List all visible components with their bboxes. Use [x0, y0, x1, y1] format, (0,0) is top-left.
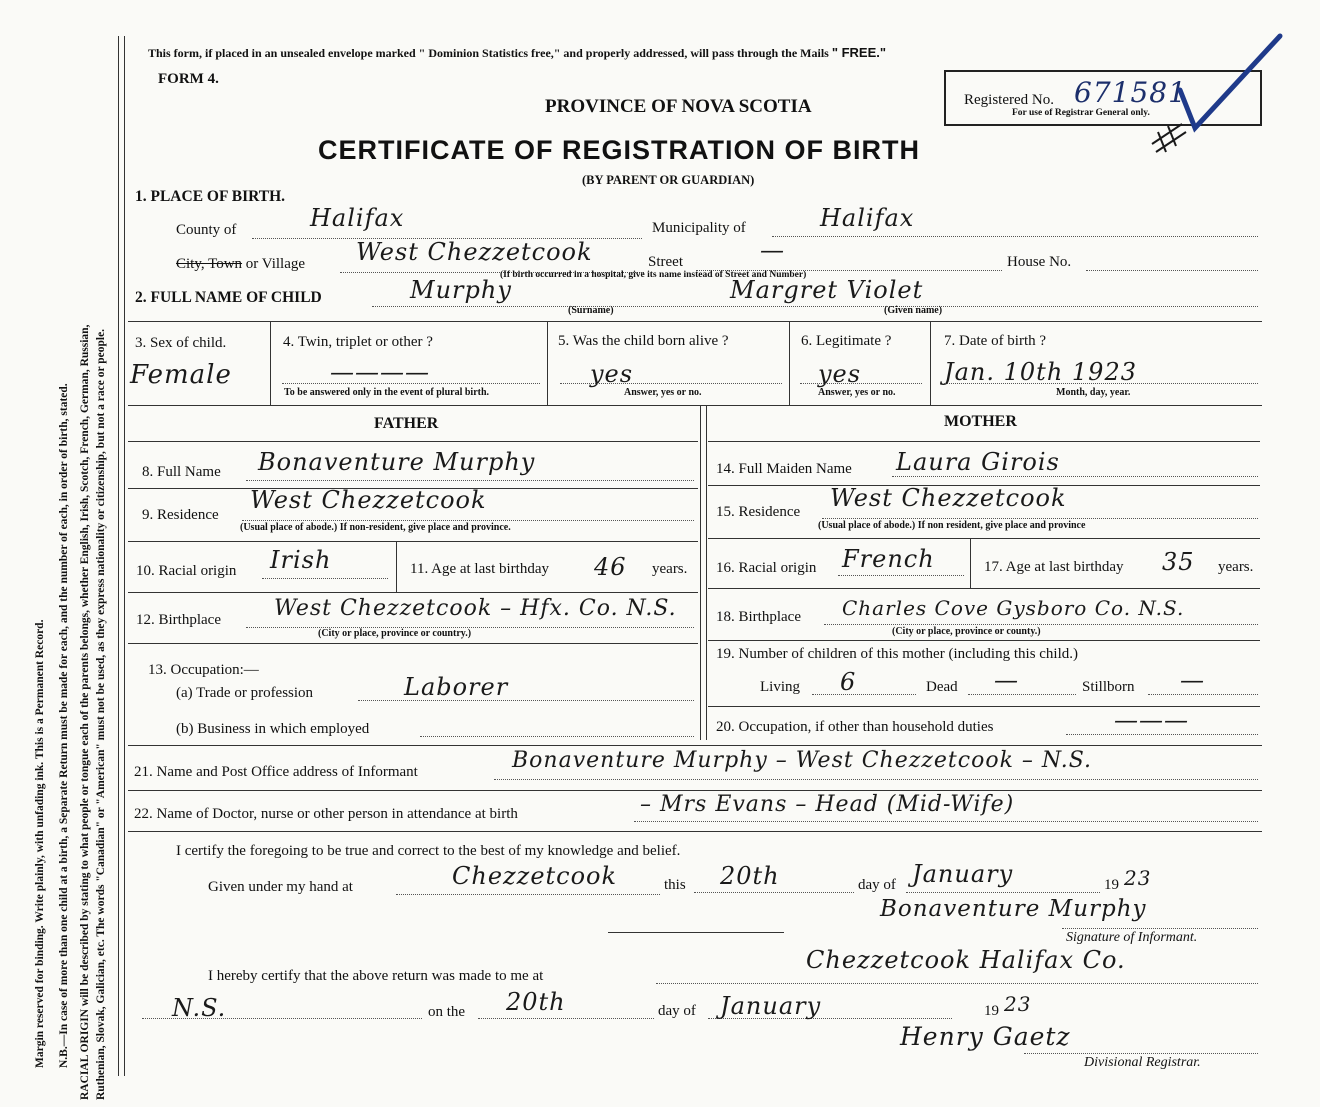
mother-age-unit: years. [1218, 559, 1254, 575]
father-birthplace-value: West Chezzetcook – Hfx. Co. N.S. [274, 596, 677, 621]
child-given-name: Margret Violet [730, 276, 924, 304]
county-label: County of [176, 222, 237, 238]
registered-number: 671581 [1074, 76, 1187, 109]
living-label: Living [760, 679, 800, 695]
alive-caption: Answer, yes or no. [624, 387, 702, 398]
day-of-label: day of [858, 877, 896, 893]
legitimate-value: yes [818, 360, 862, 388]
father-residence-line [242, 520, 694, 521]
street-value: — [760, 236, 785, 264]
multiple-birth-note: N.B.—In case of more than one child at a birth, a Separate Return must be made for each, and the number of each, in order of birth, stated. [58, 383, 70, 1068]
this-value: 20th [720, 862, 780, 890]
this-line [694, 892, 854, 893]
mother-name-value: Laura Girois [896, 448, 1060, 476]
alive-value: yes [590, 360, 634, 388]
father-name-line [246, 480, 694, 481]
this-label: this [664, 877, 686, 893]
rule-row22-bottom [128, 831, 1262, 832]
month-value: January [912, 860, 1014, 888]
mother-age-value: 35 [1162, 548, 1195, 576]
mother-age-label: 17. Age at last birthday [984, 559, 1124, 575]
legitimate-line [800, 383, 922, 384]
village-label-text: or Village [245, 256, 306, 272]
legitimate-caption: Answer, yes or no. [818, 387, 896, 398]
father-name-value: Bonaventure Murphy [258, 448, 536, 476]
registrar-caption: Divisional Registrar. [1084, 1055, 1201, 1070]
mother-rule-3 [708, 538, 1260, 539]
given-caption: (Given name) [884, 305, 943, 316]
village-value: West Chezzetcook [356, 238, 593, 266]
year-prefix: 19 [1104, 877, 1119, 893]
mother-name-line [892, 476, 1258, 477]
twin-value: ———— [330, 358, 430, 386]
mother-race-value: French [842, 545, 935, 573]
row3-divider-3 [789, 321, 790, 405]
registrar-place-value: Chezzetcook Halifax Co. [806, 946, 1126, 974]
father-birthplace-caption: (City or place, province or country.) [318, 628, 472, 639]
mother-name-label: 14. Full Maiden Name [716, 461, 852, 477]
mother-race-line [838, 575, 964, 576]
alive-label: 5. Was the child born alive ? [558, 333, 729, 349]
stillborn-line [1148, 694, 1258, 695]
mother-birthplace-line [824, 624, 1258, 625]
mother-race-label: 16. Racial origin [716, 560, 817, 576]
row3-divider-4 [930, 321, 931, 405]
father-birthplace-label: 12. Birthplace [136, 612, 221, 628]
form-number: FORM 4. [158, 71, 219, 87]
certificate-subtitle: (BY PARENT OR GUARDIAN) [582, 173, 755, 187]
on-the-value: 20th [506, 988, 566, 1016]
checkmark-icon [1140, 28, 1310, 158]
registrar-month-value: January [720, 992, 822, 1020]
child-surname: Murphy [410, 276, 512, 304]
father-residence-value: West Chezzetcook [250, 486, 487, 514]
municipality-label: Municipality of [652, 220, 746, 236]
signature-caption: Signature of Informant. [1066, 930, 1198, 945]
father-residence-label: 9. Residence [142, 507, 219, 523]
father-race-label: 10. Racial origin [136, 563, 237, 579]
father-age-unit: years. [652, 561, 688, 577]
registered-label: Registered No. [964, 92, 1054, 108]
dob-line [944, 383, 1258, 384]
mother-race-divider [970, 538, 971, 588]
village-label [176, 256, 305, 273]
mother-occupation-line [1066, 734, 1258, 735]
house-line [1086, 270, 1258, 271]
rule-row22-top [128, 790, 1262, 791]
informant-signature: Bonaventure Murphy [880, 896, 1147, 922]
father-rule-5 [128, 643, 698, 644]
witness-line [608, 932, 784, 933]
given-place-line [396, 894, 660, 895]
day-of-line [906, 892, 1100, 893]
informant-certify-text: I certify the foregoing to be true and correct to the best of my knowledge and belief. [176, 843, 681, 859]
parents-divider [700, 405, 701, 740]
father-trade-label: (a) Trade or profession [176, 685, 314, 701]
row3-divider-2 [547, 321, 548, 405]
mother-children-label: 19. Number of children of this mother (including this child.) [716, 646, 1079, 662]
alive-line [560, 383, 782, 384]
father-residence-caption: (Usual place of abode.) If non-resident, give place and province. [240, 522, 511, 533]
house-label: House No. [1007, 254, 1072, 270]
mail-free: " FREE." [831, 45, 887, 60]
mother-occupation-value: ——— [1114, 706, 1189, 734]
mother-rule-4 [708, 588, 1260, 589]
on-the-label: on the [428, 1004, 466, 1020]
mother-residence-caption: (Usual place of abode.) If non resident, give place and province [818, 520, 1086, 531]
certificate-title: CERTIFICATE OF REGISTRATION OF BIRTH [318, 135, 920, 165]
mail-notice-text: This form, if placed in an unsealed envelope marked " Dominion Statistics free," and properly addressed, will pass through the Mails [148, 46, 829, 60]
mother-residence-value: West Chezzetcook [830, 484, 1067, 512]
mother-birthplace-value: Charles Cove Gysboro Co. N.S. [842, 596, 1185, 620]
municipality-value: Halifax [820, 204, 915, 232]
place-of-birth-heading: 1. PLACE OF BIRTH. [135, 188, 286, 205]
father-business-label: (b) Business in which employed [176, 721, 370, 737]
mother-rule-1 [708, 441, 1260, 442]
doctor-label: 22. Name of Doctor, nurse or other person in attendance at birth [134, 806, 518, 822]
informant-label: 21. Name and Post Office address of Informant [134, 764, 418, 780]
left-border-inner [124, 36, 125, 1076]
street-label: Street [648, 254, 683, 270]
on-the-line [478, 1018, 654, 1019]
registrar-signature-line [1024, 1053, 1258, 1054]
mother-residence-label: 15. Residence [716, 504, 801, 520]
binding-note: Margin reserved for binding. Write plainly, with unfading ink. This is a Permanent Record. [34, 619, 46, 1068]
twin-caption: To be answered only in the event of plural birth. [284, 387, 490, 398]
city-label-struck: City, Town [176, 256, 243, 272]
municipality-line [772, 236, 1258, 237]
father-race-divider [396, 541, 397, 592]
mother-rule-5 [708, 640, 1260, 641]
rule-row3-bottom [128, 405, 1262, 406]
surname-caption: (Surname) [568, 305, 614, 316]
father-occupation-label: 13. Occupation:— [148, 662, 259, 678]
twin-label: 4. Twin, triplet or other ? [283, 334, 433, 350]
mother-birthplace-label: 18. Birthplace [716, 609, 801, 625]
father-rule-4 [128, 592, 698, 593]
province-title: PROVINCE OF NOVA SCOTIA [545, 96, 812, 117]
father-age-value: 46 [594, 553, 627, 581]
doctor-value: – Mrs Evans – Head (Mid-Wife) [640, 792, 1015, 817]
father-business-line [420, 736, 694, 737]
registrar-day-of-label: day of [658, 1003, 696, 1019]
father-age-label: 11. Age at last birthday [410, 561, 549, 577]
registrar-note: For use of Registrar General only. [1012, 108, 1150, 118]
dob-label: 7. Date of birth ? [944, 333, 1047, 349]
child-name-label: 2. FULL NAME OF CHILD [135, 289, 322, 306]
sex-label: 3. Sex of child. [135, 335, 227, 351]
given-under-label: Given under my hand at [208, 879, 353, 895]
mother-birthplace-caption: (City or place, province or county.) [892, 626, 1041, 637]
county-value: Halifax [310, 204, 405, 232]
parents-divider-2 [706, 405, 707, 740]
father-race-line [262, 578, 388, 579]
rule-row3-top [128, 321, 1262, 322]
living-line [812, 694, 916, 695]
child-name-line [372, 306, 1258, 307]
doctor-line [634, 821, 1258, 822]
registrar-place-cont: N.S. [172, 994, 227, 1022]
racial-origin-note: RACIAL ORIGIN will be described by stating to what people or tongue each of the parents belongs, whether English, Irish, Scotch, French, German, Russian, [79, 324, 91, 1100]
mother-occupation-label: 20. Occupation, if other than household duties [716, 719, 994, 735]
registrar-signature: Henry Gaetz [900, 1022, 1071, 1051]
given-place-value: Chezzetcook [452, 862, 618, 890]
dob-value: Jan. 10th 1923 [944, 358, 1137, 386]
father-heading: FATHER [374, 415, 439, 432]
dead-line [968, 694, 1076, 695]
stillborn-value: — [1180, 666, 1205, 694]
legitimate-label: 6. Legitimate ? [801, 333, 892, 349]
stillborn-label: Stillborn [1082, 679, 1135, 695]
dead-label: Dead [926, 679, 958, 695]
mother-residence-line [822, 518, 1258, 519]
rule-row21-top [128, 745, 1262, 746]
twin-line [282, 383, 540, 384]
mail-notice [148, 45, 886, 61]
father-rule-1 [128, 441, 698, 442]
living-value: 6 [840, 668, 857, 696]
left-border [118, 36, 119, 1076]
signature-line [1062, 928, 1258, 929]
row3-divider-1 [270, 321, 271, 405]
dob-caption: Month, day, year. [1056, 387, 1131, 398]
mother-heading: MOTHER [944, 413, 1017, 430]
father-trade-value: Laborer [404, 673, 509, 701]
year-value: 23 [1124, 866, 1152, 890]
registrar-year-value: 23 [1004, 992, 1032, 1016]
informant-line [494, 779, 1258, 780]
sex-value: Female [130, 360, 232, 390]
informant-value: Bonaventure Murphy – West Chezzetcook – N.S. [512, 748, 1093, 773]
registrar-year-prefix: 19 [984, 1003, 999, 1019]
dead-value: — [994, 666, 1019, 694]
registrar-certify-text: I hereby certify that the above return was made to me at [208, 968, 544, 984]
father-name-label: 8. Full Name [142, 464, 221, 480]
racial-origin-note-cont: Ruthenian, Slovak, Galician, etc. The words "Canadian" or "American" must not be used, as they express nationality or citizenship, but not a race or people. [95, 328, 107, 1100]
registrar-place-line [656, 983, 1258, 984]
hospital-note: (If birth occurred in a hospital, give its name instead of Street and Number) [500, 270, 807, 280]
father-race-value: Irish [270, 546, 332, 574]
father-rule-3 [128, 541, 698, 542]
